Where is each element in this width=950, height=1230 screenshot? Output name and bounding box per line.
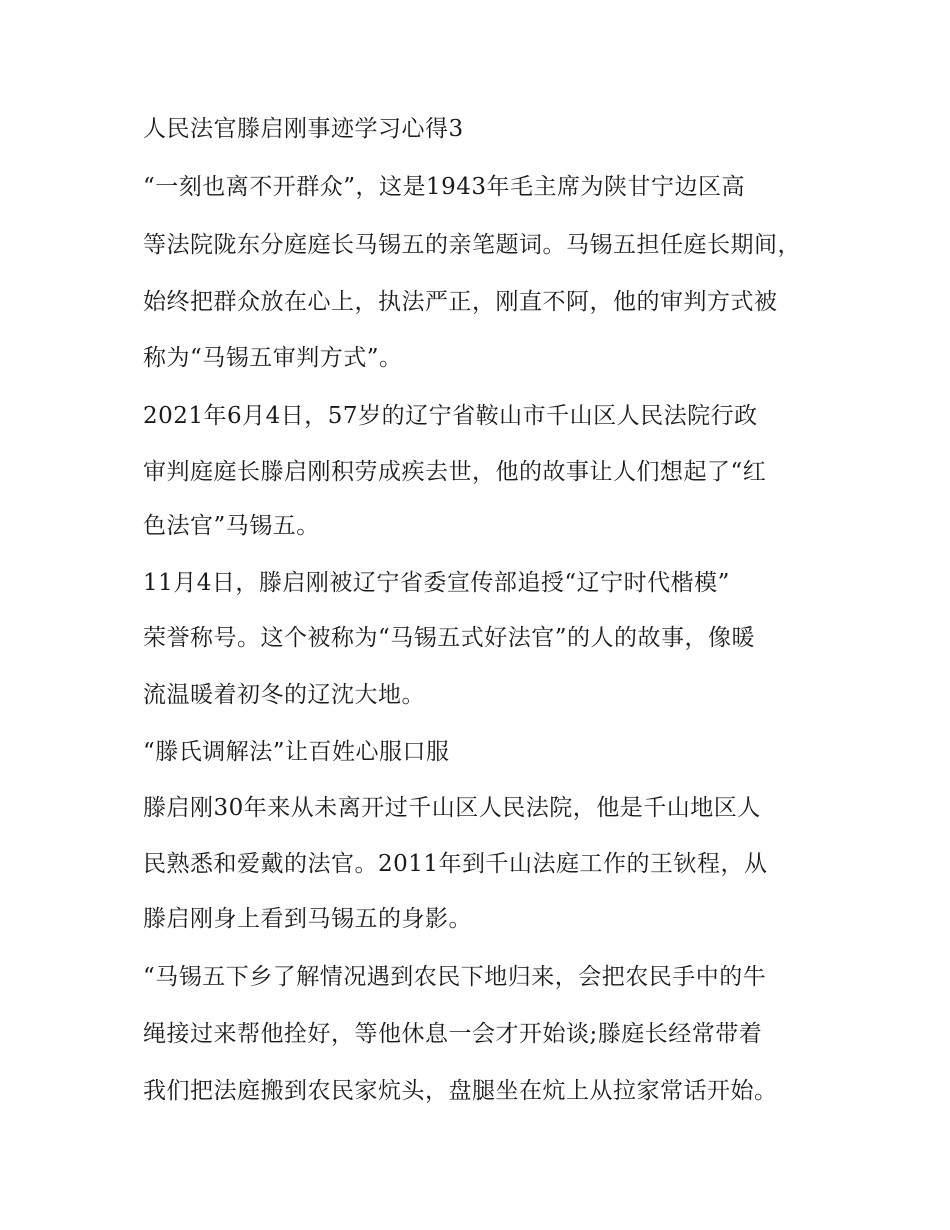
paragraph-6-line-2: 绳接过来帮他拴好，等他休息一会才开始谈;滕庭长经常带着 — [143, 1021, 763, 1047]
paragraph-1-line-3: 始终把群众放在心上，执法严正，刚直不阿，他的审判方式被 — [143, 289, 778, 315]
paragraph-1-line-4: 称为“马锡五审判方式”。 — [143, 345, 403, 371]
paragraph-5-line-3: 滕启刚身上看到马锡五的身影。 — [143, 906, 472, 932]
paragraph-6-line-3: 我们把法庭搬到农民家炕头，盘腿坐在炕上从拉家常话开始。 — [143, 1078, 778, 1104]
paragraph-3-line-2: 荣誉称号。这个被称为“马锡五式好法官”的人的故事，像暖 — [143, 625, 756, 651]
paragraph-3-line-3: 流温暖着初冬的辽沈大地。 — [143, 682, 425, 708]
paragraph-2-line-1: 2021年6月4日，57岁的辽宁省鞍山市千山区人民法院行政 — [143, 403, 758, 429]
paragraph-3-line-1: 11月4日，滕启刚被辽宁省委宣传部追授“辽宁时代楷模” — [143, 570, 730, 596]
paragraph-1-line-2: 等法院陇东分庭庭长马锡五的亲笔题词。马锡五担任庭长期间， — [143, 232, 801, 258]
paragraph-2-line-2: 审判庭庭长滕启刚积劳成疾去世，他的故事让人们想起了“红 — [143, 459, 767, 485]
paragraph-2-line-3: 色法官”马锡五。 — [143, 513, 320, 539]
section-heading: “滕氏调解法”让百姓心服口服 — [143, 739, 450, 765]
paragraph-5-line-2: 民熟悉和爱戴的法官。2011年到千山法庭工作的王钬程，从 — [143, 851, 768, 877]
paragraph-6-line-1: “马锡五下乡了解情况遇到农民下地归来，会把农民手中的牛 — [143, 964, 767, 990]
paragraph-5-line-1: 滕启刚30年来从未离开过千山区人民法院，他是千山地区人 — [143, 795, 761, 821]
paragraph-1-line-1: “一刻也离不开群众”，这是1943年毛主席为陕甘宁边区高 — [143, 174, 746, 200]
document-title: 人民法官滕启刚事迹学习心得3 — [143, 116, 464, 142]
